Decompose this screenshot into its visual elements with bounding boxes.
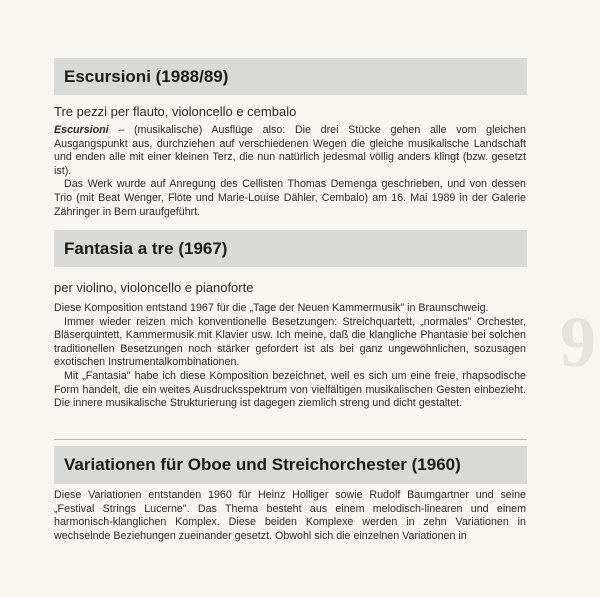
page-number: 9 (560, 302, 596, 382)
section-body (54, 124, 526, 219)
section-subtitle: Tre pezzi per flauto, violoncello e cembalo (54, 104, 297, 119)
lead-term: Escursioni (54, 124, 109, 136)
body-paragraph: Mit „Fantasia" habe ich diese Komposition bezeichnet, weil es sich um eine freie, rhapsodische Form handelt, die ein weites Ausdrucksspektrum von vielfältigen musikalischen Gesten einbezieht. Die innere musikalische Strukturierung ist dagegen ziemlich streng und dicht gestaltet. (54, 369, 526, 410)
section-title: Fantasia a tre (1967) (64, 238, 228, 258)
section-heading-fantasia (54, 230, 527, 267)
body-paragraph: Das Werk wurde auf Anregung des Cellisten Thomas Demenga geschrieben, und von dessen Trio (mit Beat Wenger, Flöte und Marie-Louise Dähler, Cembalo) am 16. Mai 1989 in der Galerie Zähringer in Bern uraufgeführt. (54, 178, 526, 218)
section-title: Variationen für Oboe und Streichorchester (1960) (64, 455, 461, 474)
divider (54, 439, 527, 440)
body-paragraph: Diese Komposition entstand 1967 für die „Tage der Neuen Kammermusik" in Braunschweig. (54, 302, 489, 314)
body-paragraph (54, 124, 526, 178)
section-heading-variationen (54, 446, 527, 484)
body-paragraph: Diese Variationen entstanden 1960 für Heinz Holliger sowie Rudolf Baumgartner und seine „Festival Strings Lucerne". Das Thema besteht aus einem melodisch-linearen und einem harmonisch-klanglichen Komplex. Diese beiden Komplexe werden in zehn Variationen in wechselnde Beziehungen zueinander gesetzt. Obwohl sich die einzelnen Variationen in (54, 489, 526, 542)
section-subtitle: per violino, violoncello e pianoforte (54, 280, 254, 295)
lead-text: – (musikalische) Ausflüge also: Die drei Stücke gehen alle vom gleichen Ausgangspunkt aus, durchziehen auf verschiedenen Wegen die gleiche musikalische Landschaft und enden alle mit einer kleinen Terz, die nun natürlich jedesmal völlig anders klingt (bzw. gesetzt ist). (54, 124, 526, 177)
section-body (54, 302, 526, 411)
body-paragraph: Immer wieder reizen mich konventionelle Besetzungen: Streichquartett, „normales" Orchester, Bläserquintett, Kammermusik mit Klavier usw. Ich meine, daß die klangliche Phantasie bei solchen traditionellen Besetzungen noch stärker gefordert ist als bei ganz ungewöhnlichen, sozusagen exotischen Instrumentalkombinationen. (54, 315, 526, 369)
section-heading-escursioni (54, 58, 527, 95)
section-body (54, 489, 526, 543)
section-title: Escursioni (1988/89) (64, 66, 229, 86)
